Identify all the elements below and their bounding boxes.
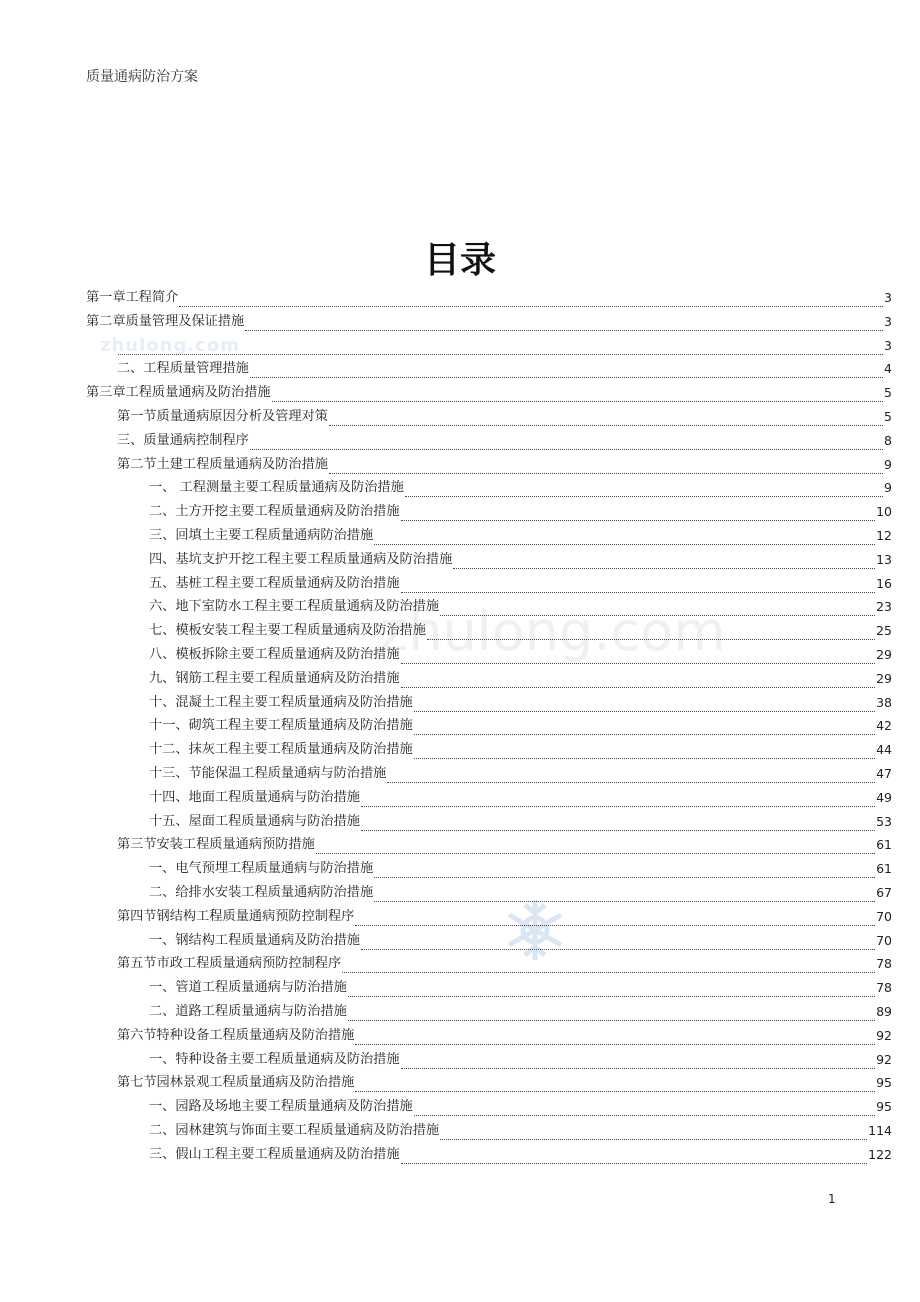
toc-entry-label: 十四、地面工程质量通病与防治措施 [149,789,360,805]
toc-entry-page: 49 [876,789,892,805]
toc-leader-dots [414,720,875,735]
toc-entry-label: 二、工程质量管理措施 [117,361,249,377]
toc-leader-dots [414,697,875,712]
toc-entry[interactable] [0,1068,892,1092]
toc-entry-page: 4 [884,361,892,377]
toc-entry-label: 二、园林建筑与饰面主要工程质量通病及防治措施 [149,1123,440,1138]
toc-entry-label: 一、管道工程质量通病与防治措施 [149,980,347,996]
toc-entry-page: 70 [876,908,892,924]
toc-entry-page: 61 [876,837,892,853]
toc-entry-label: 一、 工程测量主要工程质量通病及防治措施 [149,480,404,496]
toc-leader-dots [387,768,875,783]
toc-entry[interactable] [0,1092,892,1116]
toc-leader-dots [316,839,875,854]
toc-entry-page: 29 [876,670,892,686]
toc-entry-label: 二、给排水安装工程质量通病防治措施 [149,885,374,900]
toc-entry-page: 3 [884,337,892,353]
toc-leader-dots [361,816,875,831]
watermark-middle: zhulong.com [380,600,726,663]
toc-entry-label: 一、园路及场地主要工程质量通病及防治措施 [149,1099,413,1115]
toc-entry-label: 四、基坑支护开挖工程主要工程质量通病及防治措施 [149,551,453,567]
toc-entry[interactable] [0,402,892,426]
toc-entry[interactable] [0,949,892,973]
toc-entry-label: 第二节土建工程质量通病及防治措施 [117,456,328,472]
toc-entry-page: 53 [876,813,892,829]
toc-leader-dots [355,1030,875,1045]
toc-entry[interactable] [0,1116,892,1140]
toc-entry[interactable] [0,521,892,545]
toc-leader-dots [401,506,876,521]
toc-entry[interactable] [0,735,892,759]
toc-entry-page: 38 [876,694,892,710]
toc-entry-label: 第一节质量通病原因分析及管理对策 [117,409,328,424]
toc-entry-page: 9 [884,480,892,496]
toc-entry[interactable] [0,450,892,474]
toc-entry-page: 3 [884,313,892,329]
toc-entry-label: 第五节市政工程质量通病预防控制程序 [117,956,342,972]
toc-entry-page: 47 [876,766,892,781]
toc-entry[interactable] [0,497,892,521]
toc-entry-page: 78 [876,980,892,996]
toc-entry-page: 44 [876,742,892,758]
toc-entry-label: 一、特种设备主要工程质量通病及防治措施 [149,1051,400,1067]
toc-entry-page: 29 [876,647,892,662]
toc-leader-dots [272,387,883,402]
toc-entry-label: 二、土方开挖主要工程质量通病及防治措施 [149,504,400,520]
toc-entry-label: 十三、节能保温工程质量通病与防治措施 [149,766,387,781]
toc-entry[interactable] [0,688,892,712]
toc-leader-dots [405,482,883,497]
toc-entry-label: 一、电气预埋工程质量通病与防治措施 [149,861,374,877]
toc-entry-page: 25 [876,623,892,639]
toc-entry-page: 8 [884,432,892,448]
toc-entry[interactable] [0,664,892,688]
toc-entry-page: 12 [876,528,892,543]
toc-leader-dots [179,292,883,307]
toc-title: 目录 [423,240,496,281]
toc-entry[interactable] [0,331,892,355]
toc-entry-label: 二、道路工程质量通病与防治措施 [149,1004,347,1019]
toc-entry-label: 第四节钢结构工程质量通病预防控制程序 [117,908,355,924]
toc-entry-page: 70 [876,932,892,948]
toc-leader-dots [401,1054,876,1069]
toc-leader-dots [414,1101,875,1116]
toc-entry-label: 第二章质量管理及保证措施 [86,313,245,329]
toc-leader-dots [342,958,875,973]
toc-entry-label: 三、回填土主要工程质量通病防治措施 [149,528,374,543]
toc-entry[interactable] [0,807,892,831]
toc-entry[interactable] [0,759,892,783]
toc-entry-label: 十一、砌筑工程主要工程质量通病及防治措施 [149,718,413,734]
toc-leader-dots [401,673,876,688]
toc-entry-label: 一、钢结构工程质量通病及防治措施 [149,932,360,948]
toc-leader-dots [401,578,876,593]
toc-entry[interactable] [0,1140,892,1164]
toc-entry-label: 三、质量通病控制程序 [117,432,249,448]
toc-leader-dots [361,935,875,950]
toc-entry[interactable] [0,997,892,1021]
toc-leader-dots [374,530,875,545]
toc-leader-dots [440,1125,867,1140]
toc-entry-page: 61 [876,861,892,877]
toc-entry-page: 78 [876,956,892,972]
toc-entry[interactable] [0,878,892,902]
toc-entry-page: 5 [884,409,892,424]
toc-leader-dots [401,1149,868,1164]
toc-entry-label: 第七节园林景观工程质量通病及防治措施 [117,1075,355,1091]
toc-entry-page: 89 [876,1004,892,1019]
toc-leader-dots [348,1006,875,1021]
toc-entry-page: 9 [884,456,892,472]
toc-leader-dots [355,1077,875,1092]
toc-entry-page: 3 [884,290,892,305]
document-header: 质量通病防治方案 [86,69,198,85]
toc-leader-dots [401,649,876,664]
toc-entry-label: 第一章工程简介 [86,290,179,305]
toc-entry-page: 122 [868,1146,892,1162]
toc-leader-dots [453,554,875,569]
toc-leader-dots [374,863,875,878]
toc-entry-label: 五、基桩工程主要工程质量通病及防治措施 [149,575,400,591]
toc-entry-page: 114 [868,1123,892,1138]
toc-entry-label: 十二、抹灰工程主要工程质量通病及防治措施 [149,742,413,758]
toc-entry[interactable] [0,283,892,307]
toc-entry[interactable] [0,973,892,997]
toc-leader-dots [118,340,883,355]
toc-entry-page: 92 [876,1051,892,1067]
toc-entry-page: 95 [876,1075,892,1091]
toc-leader-dots [361,792,875,807]
toc-leader-dots [374,887,875,902]
toc-entry[interactable] [0,307,892,331]
toc-entry[interactable] [0,854,892,878]
toc-leader-dots [245,316,883,331]
toc-leader-dots [250,435,883,450]
toc-entry-page: 13 [876,551,892,567]
toc-entry-page: 10 [876,504,892,520]
toc-entry[interactable] [0,902,892,926]
toc-entry-label: 第六节特种设备工程质量通病及防治措施 [117,1027,355,1043]
toc-entry[interactable] [0,783,892,807]
toc-entry-label: 七、模板安装工程主要工程质量通病及防治措施 [149,623,426,639]
toc-entry-page: 23 [876,599,892,615]
toc-entry-page: 5 [884,385,892,401]
page-number: 1 [828,1192,836,1206]
toc-entry-label: 六、地下室防水工程主要工程质量通病及防治措施 [149,599,440,615]
toc-leader-dots [348,982,875,997]
toc-leader-dots [329,459,883,474]
toc-entry[interactable] [0,830,892,854]
toc-entry[interactable] [0,378,892,402]
toc-entry-label: 十五、屋面工程质量通病与防治措施 [149,813,360,829]
toc-entry[interactable] [0,592,892,616]
toc-entry-label: 第三节安装工程质量通病预防措施 [117,837,315,853]
toc-entry-page: 67 [876,885,892,900]
toc-entry[interactable] [0,926,892,950]
toc-entry-page: 42 [876,718,892,734]
toc-entry[interactable] [0,1021,892,1045]
toc-entry-page: 92 [876,1027,892,1043]
watermark-top: zhulong.com [100,335,240,356]
toc-entry-label: 三、假山工程主要工程质量通病及防治措施 [149,1146,400,1162]
toc-leader-dots [355,911,875,926]
toc-entry-label: 八、模板拆除主要工程质量通病及防治措施 [149,647,400,662]
toc-leader-dots [329,411,883,426]
toc-entry[interactable] [0,354,892,378]
toc-entry[interactable] [0,1045,892,1069]
toc-leader-dots [427,625,875,640]
toc-entry-label: 十、混凝土工程主要工程质量通病及防治措施 [149,694,413,710]
toc-entry[interactable] [0,426,892,450]
toc-entry[interactable] [0,473,892,497]
toc-entry[interactable] [0,545,892,569]
toc-leader-dots [250,363,883,378]
toc-leader-dots [440,601,875,616]
toc-entry[interactable] [0,640,892,664]
toc-entry[interactable] [0,616,892,640]
toc-entry-page: 16 [876,575,892,591]
toc-entry-label: 九、钢筋工程主要工程质量通病及防治措施 [149,670,400,686]
toc-leader-dots [414,744,875,759]
toc-entry-page: 95 [876,1099,892,1115]
toc-entry-label: 第三章工程质量通病及防治措施 [86,385,271,401]
toc-entry[interactable] [0,711,892,735]
toc-entry[interactable] [0,569,892,593]
